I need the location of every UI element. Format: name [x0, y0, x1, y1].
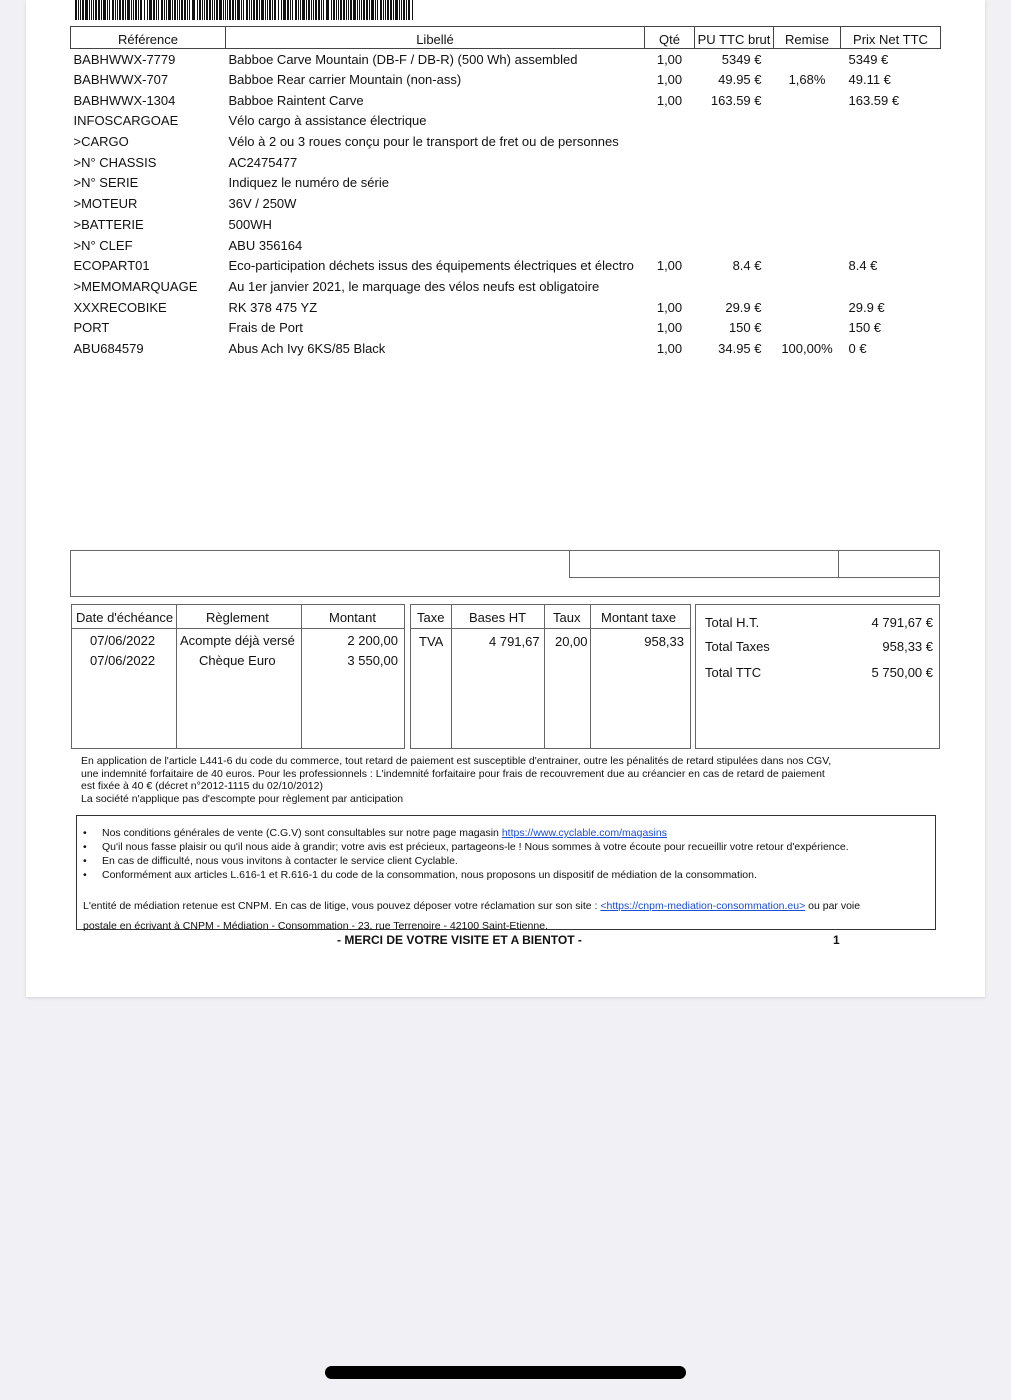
item-row — [71, 193, 941, 214]
item-discount — [774, 152, 841, 173]
item-label: RK 378 475 YZ — [228, 299, 318, 315]
item-unit-price — [695, 276, 774, 297]
tax-row-base: 4 791,67 — [489, 634, 540, 649]
legal-line: En application de l'article L441-6 du code du commerce, tout retard de paiement est susceptible d'entrainer, outre les pénalités de retard stipulées dans nos CGV, — [81, 755, 832, 767]
item-reference: >MEMOMARQUAGE — [73, 278, 198, 294]
item-unit-price — [695, 131, 774, 152]
item-discount — [774, 235, 841, 256]
item-net-price — [841, 214, 941, 235]
item-net-price: 163.59 € — [848, 92, 900, 108]
notes-inner-box — [569, 551, 940, 578]
item-qty — [645, 173, 695, 194]
item-row — [71, 111, 941, 132]
item-qty: 1,00 — [656, 51, 683, 67]
item-net-price — [841, 276, 941, 297]
mediation-device-item: • Conformément aux articles L.616-1 et R.616-1 du code de la consommation, nous proposons un dispositif de médiation de la consommation. — [83, 868, 849, 882]
payment-schedule — [71, 604, 405, 749]
total-ttc-label: Total TTC — [705, 665, 762, 680]
item-reference: >CARGO — [73, 134, 129, 150]
item-qty — [645, 152, 695, 173]
item-reference: >N° SERIE — [73, 175, 139, 191]
item-discount — [774, 49, 841, 70]
item-unit-price — [695, 152, 774, 173]
item-reference: ABU684579 — [73, 340, 144, 356]
item-discount: 100,00% — [781, 340, 833, 356]
item-qty: 1,00 — [656, 92, 683, 108]
item-label: 500WH — [228, 216, 272, 232]
item-unit-price — [695, 193, 774, 214]
pay-row-amount: 2 200,00 — [347, 633, 398, 648]
col-header-qty: Qté — [645, 27, 695, 49]
item-row — [71, 49, 941, 70]
feedback-item: • Qu'il nous fasse plaisir ou qu'il nous aide à grandir; votre avis est précieux, partageons-le ! Nous sommes à votre écoute pour recueillir votre retour d'expérience. — [83, 840, 849, 854]
item-reference: PORT — [73, 320, 110, 336]
col-header-label: Libellé — [226, 27, 645, 49]
item-label: Indiquez le numéro de série — [228, 175, 389, 191]
items-table — [70, 26, 941, 359]
item-row — [71, 173, 941, 194]
mediation-link[interactable]: <https://cnpm-mediation-consommation.eu> — [600, 900, 806, 912]
item-reference: >N° CHASSIS — [73, 154, 157, 170]
pay-header-date: Date d'échéance — [76, 610, 174, 625]
item-discount: 1,68% — [788, 72, 826, 88]
pay-row-method: Chèque Euro — [199, 653, 276, 668]
item-label: Eco-participation déchets issus des équipements électriques et électro — [228, 258, 634, 274]
item-qty — [645, 214, 695, 235]
tax-header-amount: Montant taxe — [601, 610, 677, 625]
legal-line: La société n'applique pas d'escompte pour règlement par anticipation — [81, 792, 404, 805]
item-label: Vélo à 2 ou 3 roues conçu pour le transport de fret ou de personnes — [228, 134, 619, 150]
item-net-price — [841, 235, 941, 256]
item-unit-price: 49.95 € — [718, 72, 762, 88]
item-qty — [645, 276, 695, 297]
item-row — [71, 255, 941, 276]
item-qty — [645, 235, 695, 256]
item-reference: >BATTERIE — [73, 216, 144, 232]
item-label: Frais de Port — [228, 320, 303, 336]
item-reference: >MOTEUR — [73, 196, 138, 212]
conditions-box — [76, 815, 936, 930]
item-row — [71, 338, 941, 359]
item-row — [71, 297, 941, 318]
pay-row-amount: 3 550,00 — [347, 653, 398, 668]
item-unit-price: 150 € — [728, 320, 762, 336]
item-discount — [774, 214, 841, 235]
item-qty — [645, 111, 695, 132]
totals-box — [695, 604, 940, 749]
item-unit-price — [695, 214, 774, 235]
item-row — [71, 214, 941, 235]
item-reference: ECOPART01 — [73, 258, 150, 274]
item-net-price: 8.4 € — [848, 258, 878, 274]
item-unit-price — [695, 173, 774, 194]
item-reference: >N° CLEF — [73, 237, 133, 253]
item-reference: BABHWWX-707 — [73, 72, 169, 88]
item-label: Au 1er janvier 2021, le marquage des vélos neufs est obligatoire — [228, 278, 600, 294]
item-qty: 1,00 — [656, 72, 683, 88]
item-discount — [774, 255, 841, 276]
mediation-address: postale en écrivant à CNPM - Médiation - Consommation - 23, rue Terrenoire - 42100 Saint-Etienne. — [83, 920, 548, 932]
item-unit-price: 34.95 € — [718, 340, 762, 356]
item-discount — [774, 317, 841, 338]
item-net-price — [841, 152, 941, 173]
col-header-net-price: Prix Net TTC — [841, 27, 941, 49]
item-discount — [774, 111, 841, 132]
col-header-unit-price: PU TTC brut — [695, 27, 774, 49]
item-unit-price — [695, 235, 774, 256]
pay-header-amount: Montant — [329, 610, 376, 625]
col-header-discount: Remise — [774, 27, 841, 49]
item-net-price: 49.11 € — [848, 72, 891, 88]
item-row — [71, 90, 941, 111]
conditions-list — [83, 826, 849, 882]
item-net-price: 0 € — [848, 340, 867, 356]
item-label: Babboe Rear carrier Mountain (non-ass) — [228, 72, 462, 88]
cgv-link[interactable]: https://www.cyclable.com/magasins — [501, 827, 667, 839]
home-indicator[interactable] — [325, 1366, 686, 1379]
item-net-price — [841, 131, 941, 152]
pay-row-method: Acompte déjà versé — [180, 633, 295, 648]
total-ht-label: Total H.T. — [705, 615, 760, 630]
item-net-price: 5349 € — [848, 51, 889, 67]
total-ht-value: 4 791,67 € — [871, 615, 933, 630]
tax-table — [410, 604, 691, 749]
total-ttc-value: 5 750,00 € — [871, 665, 933, 680]
total-taxes-label: Total Taxes — [705, 639, 770, 654]
item-row — [71, 235, 941, 256]
item-qty: 1,00 — [656, 340, 683, 356]
item-qty — [645, 131, 695, 152]
item-discount — [774, 90, 841, 111]
item-qty: 1,00 — [656, 320, 683, 336]
mediation-text — [83, 896, 928, 936]
cgv-text: Nos conditions générales de vente (C.G.V) sont consultables sur notre page magasin — [102, 827, 502, 839]
item-net-price — [841, 173, 941, 194]
item-label: Babboe Raintent Carve — [228, 92, 364, 108]
item-label: 36V / 250W — [228, 196, 297, 212]
item-reference: BABHWWX-7779 — [73, 51, 176, 67]
item-row — [71, 152, 941, 173]
pay-row-date: 07/06/2022 — [90, 633, 156, 648]
item-row — [71, 69, 941, 90]
item-qty — [645, 193, 695, 214]
thanks-message: - MERCI DE VOTRE VISITE ET A BIENTOT - — [337, 933, 582, 947]
notes-box — [70, 550, 940, 597]
item-row — [71, 276, 941, 297]
item-label: AC2475477 — [228, 154, 298, 170]
item-label: Vélo cargo à assistance électrique — [228, 113, 427, 129]
tax-header-base: Bases HT — [469, 610, 527, 625]
items-header-row — [71, 27, 941, 49]
item-net-price: 150 € — [848, 320, 882, 336]
item-row — [71, 131, 941, 152]
col-header-reference: Référence — [71, 27, 226, 49]
tax-row-rate: 20,00 — [555, 634, 588, 649]
pay-row-date: 07/06/2022 — [90, 653, 156, 668]
item-reference: BABHWWX-1304 — [73, 92, 176, 108]
legal-line: une indemnité forfaitaire de 40 euros. Pour les professionnels : L'indemnité forfaitaire pour frais de recouvrement due au créancier en cas de retard de paiement — [81, 767, 825, 780]
item-net-price — [841, 193, 941, 214]
item-row — [71, 317, 941, 338]
item-discount — [774, 297, 841, 318]
tax-header-tax: Taxe — [417, 610, 445, 625]
mediation-text-start: L'entité de médiation retenue est CNPM. En cas de litige, vous pouvez déposer votre réclamation sur son site : — [83, 900, 601, 912]
tax-row-name: TVA — [419, 634, 444, 649]
item-unit-price — [695, 111, 774, 132]
mediation-text-tail: ou par voie — [805, 900, 861, 912]
barcode — [75, 0, 416, 20]
page-number: 1 — [833, 933, 840, 947]
item-unit-price: 5349 € — [721, 51, 762, 67]
total-taxes-value: 958,33 € — [882, 639, 933, 654]
cgv-item — [83, 826, 849, 840]
item-unit-price: 163.59 € — [710, 92, 762, 108]
item-qty: 1,00 — [656, 299, 683, 315]
legal-notice — [81, 755, 901, 805]
tax-header-rate: Taux — [553, 610, 581, 625]
item-discount — [774, 131, 841, 152]
legal-line: est fixée à 40 € (décret n°2012-1115 du 02/10/2012) — [81, 780, 323, 792]
item-unit-price: 8.4 € — [732, 258, 762, 274]
item-reference: XXXRECOBIKE — [73, 299, 167, 315]
item-label: Babboe Carve Mountain (DB-F / DB-R) (500 Wh) assembled — [228, 51, 578, 67]
pay-header-method: Règlement — [206, 610, 269, 625]
item-label: ABU 356164 — [228, 237, 303, 253]
item-discount — [774, 193, 841, 214]
item-reference: INFOSCARGOAE — [73, 113, 179, 129]
item-discount — [774, 276, 841, 297]
item-unit-price: 29.9 € — [725, 299, 762, 315]
item-net-price: 29.9 € — [848, 299, 885, 315]
item-discount — [774, 173, 841, 194]
difficulty-item: • En cas de difficulté, nous vous invitons à contacter le service client Cyclable. — [83, 854, 849, 868]
tax-row-amount: 958,33 — [644, 634, 684, 649]
item-label: Abus Ach Ivy 6KS/85 Black — [228, 340, 386, 356]
item-net-price — [841, 111, 941, 132]
item-qty: 1,00 — [656, 258, 683, 274]
